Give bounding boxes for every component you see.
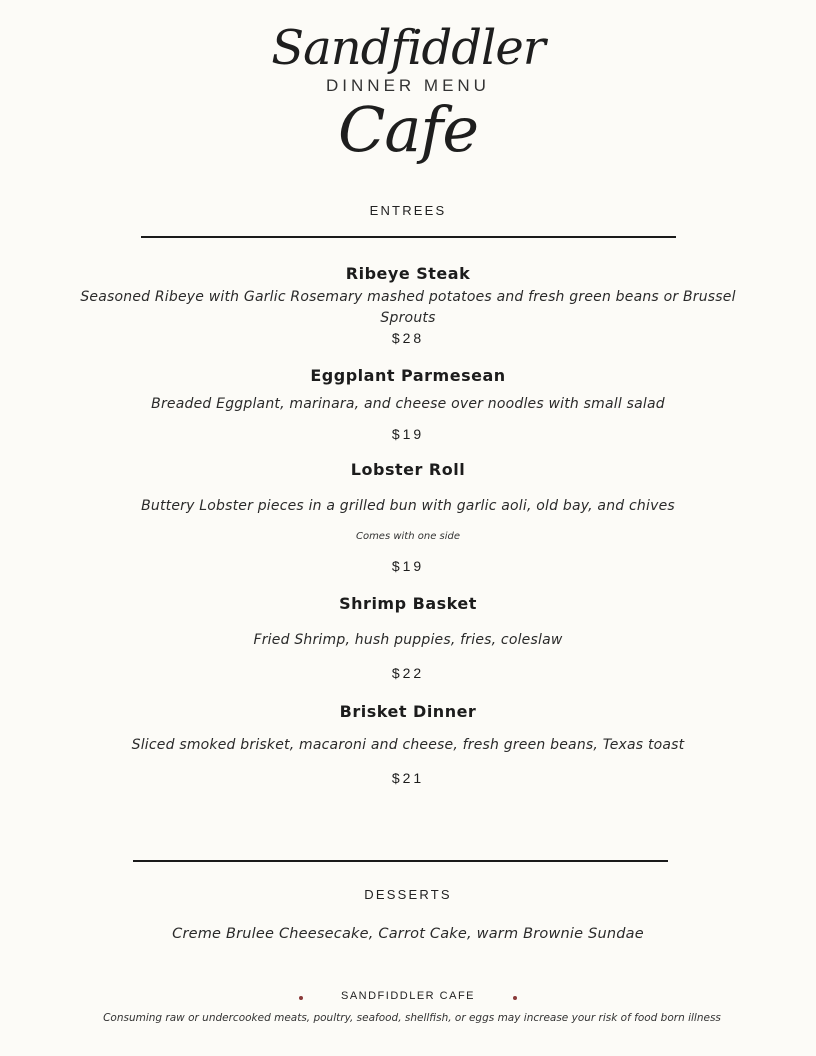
- item-description: Sliced smoked brisket, macaroni and cheese, fresh green beans, Texas toast: [131, 737, 685, 753]
- item-description: Breaded Eggplant, marinara, and cheese over noodles with small salad: [151, 396, 665, 412]
- entrees-divider: [141, 236, 676, 238]
- menu-label: DINNER MENU: [326, 76, 490, 95]
- item-name: Eggplant Parmesean: [310, 366, 506, 385]
- item-price: $19: [391, 558, 425, 574]
- item-note: Comes with one side: [355, 531, 461, 542]
- brand-suffix: Cafe: [337, 93, 479, 166]
- item-name: Ribeye Steak: [345, 264, 471, 283]
- item-price: $28: [391, 330, 425, 346]
- footer-cafe-name: SANDFIDDLER CAFE: [340, 990, 476, 1002]
- item-price: $22: [391, 665, 425, 681]
- item-price: $19: [391, 426, 425, 442]
- footer-disclaimer: Consuming raw or undercooked meats, poultry, seafood, shellfish, or eggs may increase your risk of food born illness: [103, 1012, 721, 1024]
- item-name: Brisket Dinner: [339, 702, 477, 721]
- item-name: Lobster Roll: [350, 460, 466, 479]
- entrees-title: ENTREES: [369, 203, 447, 218]
- desserts-description: Creme Brulee Cheesecake, Carrot Cake, warm Brownie Sundae: [172, 926, 644, 942]
- desserts-title: DESSERTS: [364, 887, 452, 902]
- item-price: $21: [391, 770, 425, 786]
- item-description: Seasoned Ribeye with Garlic Rosemary mashed potatoes and fresh green beans or Brussel Sprouts: [80, 289, 736, 326]
- desserts-divider: [133, 860, 668, 862]
- item-name: Shrimp Basket: [339, 594, 477, 613]
- brand-name: Sandfiddler: [271, 20, 545, 76]
- item-description: Fried Shrimp, hush puppies, fries, coleslaw: [253, 632, 563, 648]
- item-description: Buttery Lobster pieces in a grilled bun with garlic aoli, old bay, and chives: [141, 498, 675, 514]
